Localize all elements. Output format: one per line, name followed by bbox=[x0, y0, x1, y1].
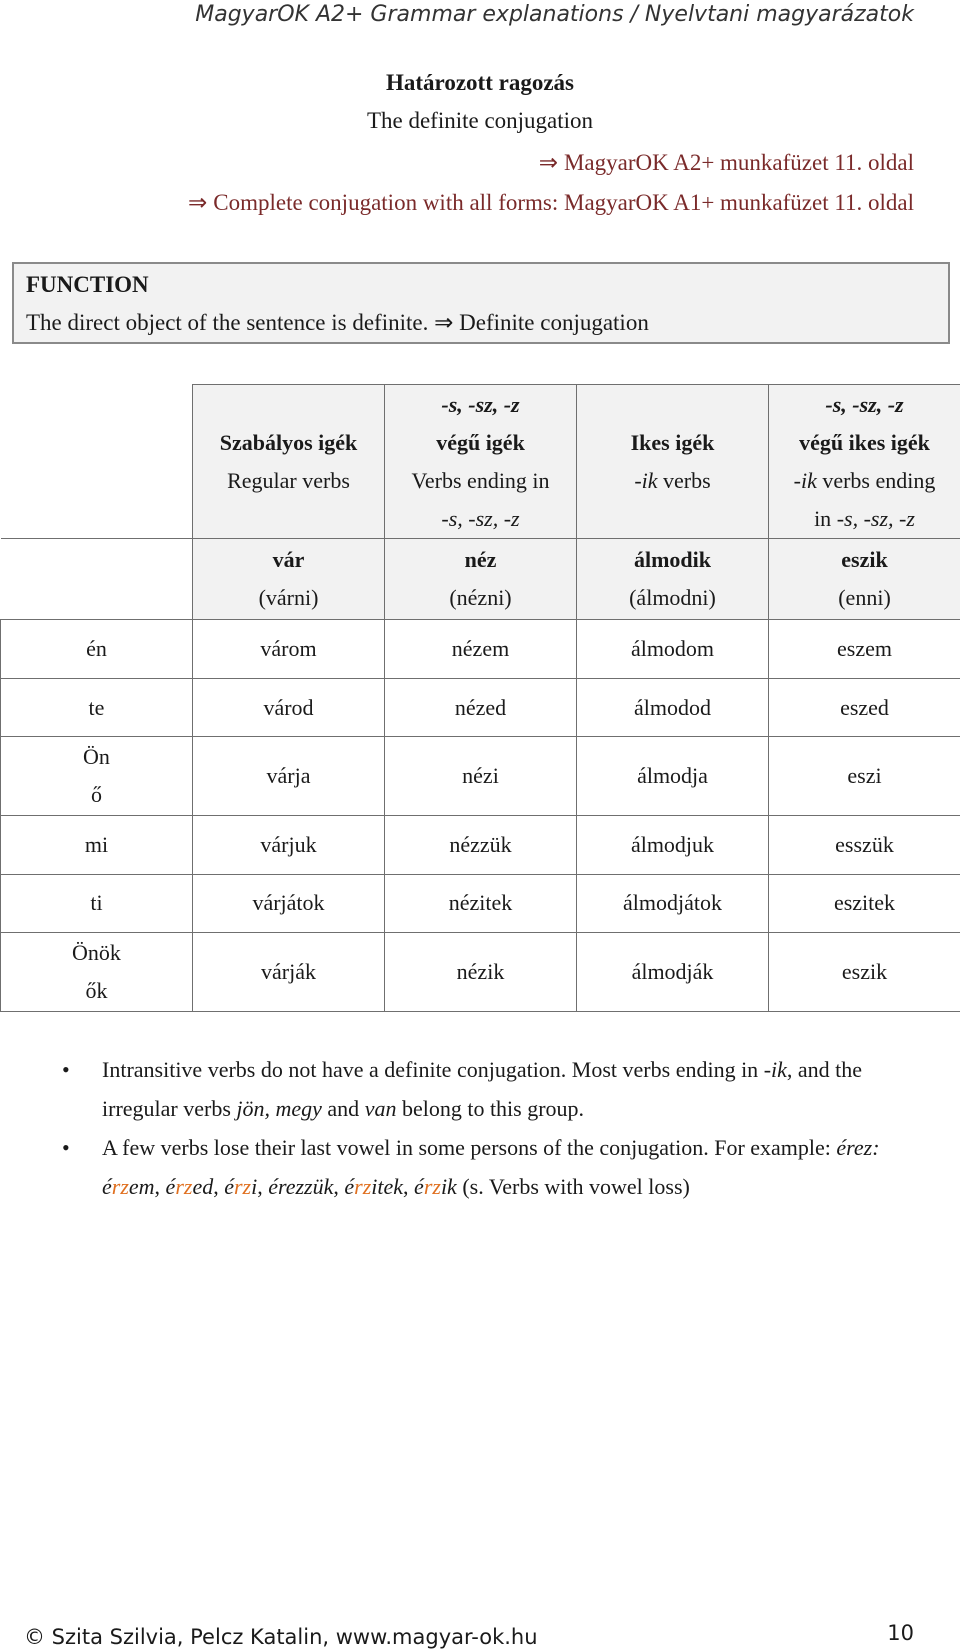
person-cell: ti bbox=[1, 874, 193, 933]
verb-row-corner bbox=[1, 539, 193, 620]
form-cell: várom bbox=[193, 620, 385, 679]
column-header-s-sz-z: -s, -sz, -z végű igék Verbs ending in -s, -sz, -z bbox=[385, 385, 577, 539]
vowel-loss-form: érzik bbox=[414, 1174, 457, 1199]
arrow-icon: ⇒ bbox=[538, 150, 558, 175]
person-cell: Ön ő bbox=[1, 737, 193, 816]
column-header-ikes: Ikes igék -ik verbs bbox=[577, 385, 769, 539]
form-cell: nézi bbox=[385, 737, 577, 816]
bullet-icon: • bbox=[62, 1135, 70, 1160]
function-heading: FUNCTION bbox=[26, 272, 149, 297]
function-statement: The direct object of the sentence is definite. bbox=[26, 310, 429, 335]
form-cell: eszem bbox=[769, 620, 960, 679]
title-block bbox=[0, 64, 960, 140]
table-row bbox=[1, 933, 960, 1012]
table-header-row bbox=[1, 385, 960, 539]
form-cell: álmodom bbox=[577, 620, 769, 679]
function-box bbox=[12, 262, 950, 344]
form-cell: nézem bbox=[385, 620, 577, 679]
table-row bbox=[1, 816, 960, 875]
vowel-loss-form: érzi bbox=[224, 1174, 258, 1199]
person-cell: te bbox=[1, 678, 193, 737]
form-cell: várja bbox=[193, 737, 385, 816]
reference-workbook-a1 bbox=[0, 184, 914, 222]
header-corner bbox=[1, 385, 193, 539]
vowel-loss-form: érzem bbox=[102, 1174, 155, 1199]
person-cell: mi bbox=[1, 816, 193, 875]
reference-text: Complete conjugation with all forms: MagyarOK A1+ munkafüzet 11. oldal bbox=[213, 190, 914, 215]
function-result: Definite conjugation bbox=[459, 310, 649, 335]
vowel-loss-form: érezzük bbox=[268, 1174, 334, 1199]
form-cell: nézik bbox=[385, 933, 577, 1012]
form-cell: eszed bbox=[769, 678, 960, 737]
function-text bbox=[26, 304, 936, 342]
column-header-ikes-s-sz-z: -s, -sz, -z végű ikes igék -ik verbs ending in -s, -sz, -z bbox=[769, 385, 960, 539]
form-cell: álmodják bbox=[577, 933, 769, 1012]
form-cell: várjuk bbox=[193, 816, 385, 875]
form-cell: nézitek bbox=[385, 874, 577, 933]
page-number: 10 bbox=[887, 1621, 914, 1645]
form-cell: eszi bbox=[769, 737, 960, 816]
form-cell: nézzük bbox=[385, 816, 577, 875]
table-row bbox=[1, 874, 960, 933]
table-verb-row bbox=[1, 539, 960, 620]
verb-cell: álmodik (álmodni) bbox=[577, 539, 769, 620]
form-cell: álmodjuk bbox=[577, 816, 769, 875]
reference-workbook-a2 bbox=[0, 144, 914, 182]
running-header: MagyarOK A2+ Grammar explanations / Nyelvtani magyarázatok bbox=[195, 2, 914, 27]
conjugation-table bbox=[0, 384, 960, 1012]
form-cell: álmodjátok bbox=[577, 874, 769, 933]
vowel-loss-form: érzitek bbox=[344, 1174, 404, 1199]
table-row bbox=[1, 620, 960, 679]
reference-text: MagyarOK A2+ munkafüzet 11. oldal bbox=[563, 150, 914, 175]
form-cell: esszük bbox=[769, 816, 960, 875]
form-cell: nézed bbox=[385, 678, 577, 737]
verb-cell: néz (nézni) bbox=[385, 539, 577, 620]
footer-copyright: © Szita Szilvia, Pelcz Katalin, www.magyar-ok.hu bbox=[24, 1625, 538, 1649]
form-cell: álmodja bbox=[577, 737, 769, 816]
form-cell: eszik bbox=[769, 933, 960, 1012]
form-cell: álmodod bbox=[577, 678, 769, 737]
arrow-icon: ⇒ bbox=[188, 190, 208, 215]
column-header-regular: Szabályos igék Regular verbs bbox=[193, 385, 385, 539]
list-item: • Intransitive verbs do not have a definite conjugation. Most verbs ending in -ik, and the irregular verbs jön, megy and van belong to this group. bbox=[56, 1050, 926, 1128]
table-row bbox=[1, 737, 960, 816]
arrow-icon: ⇒ bbox=[434, 310, 454, 335]
form-cell: eszitek bbox=[769, 874, 960, 933]
bullet-icon: • bbox=[62, 1057, 70, 1082]
vowel-loss-form: érzed bbox=[165, 1174, 214, 1199]
verb-cell: eszik (enni) bbox=[769, 539, 960, 620]
form-cell: várod bbox=[193, 678, 385, 737]
title-hungarian: Határozott ragozás bbox=[386, 70, 574, 95]
list-item: • A few verbs lose their last vowel in some persons of the conjugation. For example: érez: érzem, érzed, érzi, érezzük, érzitek, érzik (s. Verbs with vowel loss) bbox=[56, 1128, 926, 1206]
form-cell: várjátok bbox=[193, 874, 385, 933]
table-row bbox=[1, 678, 960, 737]
person-cell: én bbox=[1, 620, 193, 679]
person-cell: Önök ők bbox=[1, 933, 193, 1012]
notes-list bbox=[56, 1050, 926, 1206]
form-cell: várják bbox=[193, 933, 385, 1012]
title-english: The definite conjugation bbox=[366, 108, 594, 133]
verb-cell: vár (várni) bbox=[193, 539, 385, 620]
